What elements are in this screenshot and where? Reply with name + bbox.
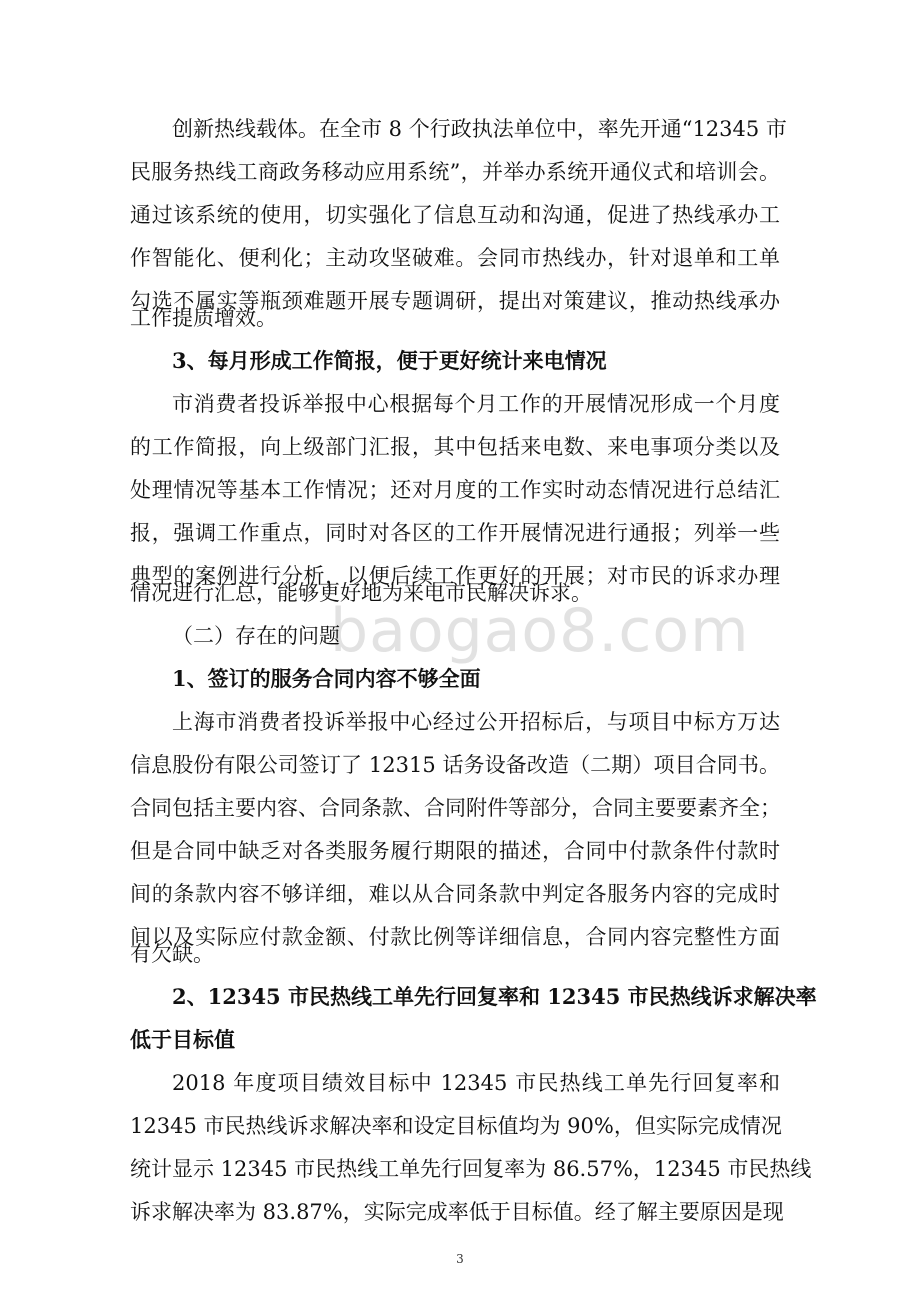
section-title: （二）存在的问题 (172, 624, 340, 648)
paragraph-line: 信息股份有限公司签订了 12315 话务设备改造（二期）项目合同书。 (130, 753, 780, 777)
paragraph-line: 情况进行汇总，能够更好地为来电市民解决诉求。 (130, 581, 592, 605)
paragraph-line: 报，强调工作重点，同时对各区的工作开展情况进行通报；列举一些 (130, 521, 780, 545)
paragraph-line: 间的条款内容不够详细，难以从合同条款中判定各服务内容的完成时 (130, 882, 780, 906)
section-heading: 低于目标值 (130, 1027, 235, 1052)
paragraph-line: 民服务热线工商政务移动应用系统”，并举办系统开通仪式和培训会。 (130, 160, 780, 184)
paragraph-line: 统计显示 12345 市民热线工单先行回复率为 86.57%，12345 市民热线 (130, 1157, 812, 1181)
paragraph-line: 有欠缺。 (130, 942, 214, 966)
paragraph-line: 勾选不属实等瓶颈难题开展专题调研，提出对策建议，推动热线承办 (130, 289, 780, 313)
paragraph-line: 间以及实际应付款金额、付款比例等详细信息，合同内容完整性方面 (130, 925, 780, 949)
page-number: 3 (456, 1252, 464, 1266)
paragraph-line: 作智能化、便利化；主动攻坚破难。会同市热线办，针对退单和工单 (130, 246, 780, 270)
section-heading: 3、每月形成工作简报，便于更好统计来电情况 (172, 348, 607, 373)
paragraph-line: 诉求解决率为 83.87%，实际完成率低于目标值。经了解主要原因是现 (130, 1200, 784, 1224)
paragraph-line: 上海市消费者投诉举报中心经过公开招标后，与项目中标方万达 (172, 710, 780, 734)
section-heading: 2、12345 市民热线工单先行回复率和 12345 市民热线诉求解决率 (172, 984, 817, 1009)
paragraph-line: 创新热线载体。在全市 8 个行政执法单位中，率先开通“12345 市 (172, 117, 787, 141)
paragraph-line: 处理情况等基本工作情况；还对月度的工作实时动态情况进行总结汇 (130, 478, 780, 502)
paragraph-line: 2018 年度项目绩效目标中 12345 市民热线工单先行回复率和 (172, 1071, 780, 1095)
paragraph-line: 典型的案例进行分析，以便后续工作更好的开展；对市民的诉求办理 (130, 564, 780, 588)
paragraph-line: 工作提质增效。 (130, 306, 277, 330)
paragraph-line: 的工作简报，向上级部门汇报，其中包括来电数、来电事项分类以及 (130, 435, 780, 459)
paragraph-line: 通过该系统的使用，切实强化了信息互动和沟通，促进了热线承办工 (130, 203, 780, 227)
watermark: baogao8.com (330, 596, 750, 666)
section-heading: 1、签订的服务合同内容不够全面 (172, 666, 481, 691)
paragraph-line: 合同包括主要内容、合同条款、合同附件等部分，合同主要要素齐全； (130, 796, 781, 820)
paragraph-line: 12345 市民热线诉求解决率和设定目标值均为 90%，但实际完成情况 (130, 1114, 782, 1138)
paragraph-line: 市消费者投诉举报中心根据每个月工作的开展情况形成一个月度 (172, 392, 780, 416)
paragraph-line: 但是合同中缺乏对各类服务履行期限的描述，合同中付款条件付款时 (130, 839, 780, 863)
